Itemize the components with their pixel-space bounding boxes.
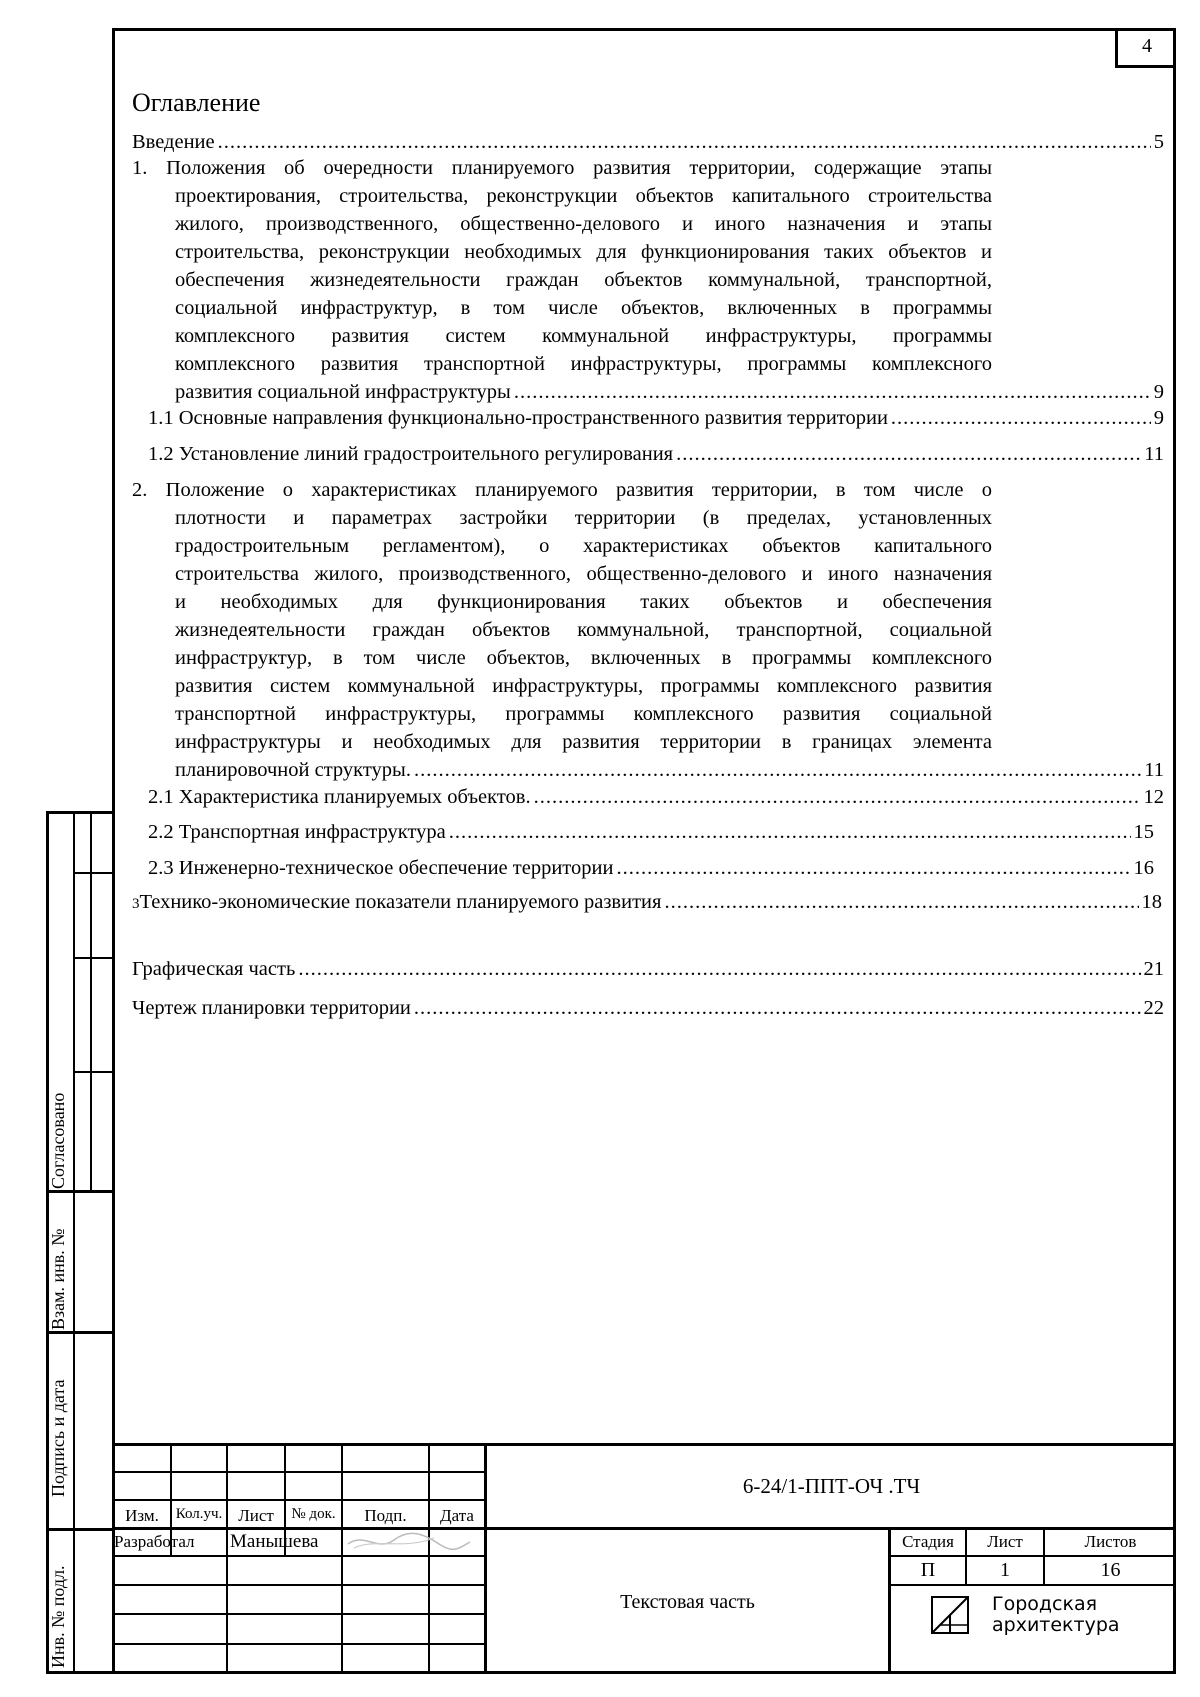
toc-s1-1-label: 1.1 Основные направления функционально-пространственного развития территории <box>148 407 888 429</box>
toc-s1-line: строительства, реконструкции необходимых для функционирования таких объектов и <box>175 241 992 263</box>
org-name-line1: Городская <box>992 1593 1098 1615</box>
org-name-line2: архитектура <box>992 1614 1120 1636</box>
toc-s2-line: инфраструктур, в том числе объектов, включенных в программы комплексного <box>175 647 992 669</box>
toc-drawing-page: 22 <box>1143 997 1164 1019</box>
grid-line <box>341 1443 343 1674</box>
toc-s2-page: 11 <box>1144 759 1164 781</box>
sheets-label: Листов <box>1084 1532 1137 1551</box>
toc-s2-1-page: 12 <box>1143 786 1164 808</box>
toc-s1-line: социальной инфраструктур, в том числе объектов, включенных в программы <box>175 297 992 319</box>
side-agreed-label: Согласовано <box>48 1092 68 1189</box>
side-divider <box>73 872 113 874</box>
header-podp: Подп. <box>364 1506 407 1525</box>
grid-line <box>112 1471 484 1473</box>
toc-s1-2-page: 11 <box>1144 443 1164 465</box>
toc-s3-num: 3 <box>132 896 140 912</box>
toc-section-2-end[interactable] <box>132 756 1164 784</box>
doc-code: 6-24/1-ППТ-ОЧ .ТЧ <box>742 1474 921 1498</box>
toc-s2-line: плотности и параметрах застройки территории (в пределах, установленных <box>175 507 992 529</box>
toc-title: Оглавление <box>132 88 261 117</box>
signature-mark <box>344 1530 474 1554</box>
toc-section-2-1[interactable] <box>132 783 1164 811</box>
toc-s1-2-label: 1.2 Установление линий градостроительного регулирования <box>148 443 674 465</box>
toc-s1-line: 1. Положения об очередности планируемого развития территории, содержащие этапы <box>132 157 992 179</box>
side-divider <box>46 1190 113 1193</box>
toc-s1-page: 9 <box>1153 381 1164 403</box>
toc-s2-line: 2. Положение о характеристиках планируемого развития территории, в том числе о <box>132 479 992 501</box>
toc-s1-line: комплексного развития транспортной инфраструктуры, программы комплексного <box>175 353 992 375</box>
toc-intro-page: 5 <box>1153 131 1164 153</box>
side-divider <box>90 811 92 1191</box>
grid-line <box>112 1613 484 1615</box>
toc-section-3[interactable] <box>132 888 1162 918</box>
toc-section-2[interactable] <box>132 476 992 756</box>
toc-s1-line: обеспечения жизнедеятельности граждан объектов коммунальной, транспортной, <box>175 269 992 291</box>
header-ndok: № док. <box>291 1506 336 1522</box>
side-inv-orig-label: Инв. № подл. <box>48 1565 68 1668</box>
grid-line <box>112 1555 484 1557</box>
stage-label: Стадия <box>902 1532 954 1551</box>
toc-s2-line: строительства жилого, производственного, общественно-делового и иного назначения <box>175 563 992 585</box>
side-sign-date-label: Подпись и дата <box>48 1379 68 1497</box>
toc-s1-line: проектирования, строительства, реконструкции объектов капитального строительства <box>175 185 992 207</box>
toc-graphic[interactable] <box>132 955 1164 983</box>
grid-line <box>888 1584 1176 1586</box>
sheet-label: Лист <box>987 1532 1023 1551</box>
side-divider <box>73 811 75 1674</box>
page-number: 4 <box>1115 28 1176 68</box>
toc-s2-3-page: 16 <box>1133 857 1154 879</box>
toc-s2-2-label: 2.2 Транспортная инфраструктура <box>148 821 446 843</box>
toc-s2-last: планировочной структуры. <box>175 759 411 781</box>
toc-drawing-label: Чертеж планировки территории <box>132 997 411 1019</box>
stage-value: П <box>920 1559 936 1581</box>
developed-label: Разработал <box>114 1532 195 1551</box>
toc-intro-label: Введение <box>132 131 215 153</box>
side-divider <box>46 1331 113 1334</box>
toc-intro[interactable] <box>132 128 1164 156</box>
toc-section-1-end[interactable] <box>132 378 1164 406</box>
header-data: Дата <box>440 1506 474 1525</box>
toc-s2-1-label: 2.1 Характеристика планируемых объектов. <box>148 786 531 808</box>
grid-line <box>112 1584 484 1586</box>
toc-s3-page: 18 <box>1141 891 1162 913</box>
toc-section-1[interactable] <box>132 154 992 378</box>
sheets-value: 16 <box>1100 1559 1121 1581</box>
toc-s2-line: инфраструктуры и необходимых для развития территории в границах элемента <box>175 731 992 753</box>
side-divider <box>46 1528 113 1531</box>
toc-s1-1-page: 9 <box>1153 407 1164 429</box>
grid-line <box>428 1443 430 1674</box>
organization-logo-icon <box>930 1595 970 1635</box>
side-divider <box>73 957 113 959</box>
side-replace-inv-label: Взам. инв. № <box>48 1228 68 1330</box>
header-izm: Изм. <box>125 1506 159 1525</box>
side-divider <box>73 1071 113 1073</box>
toc-s3-label: Технико-экономические показатели планируемого развития <box>139 891 662 913</box>
toc-s1-line: жилого, производственного, общественно-делового и иного назначения и этапы <box>175 213 992 235</box>
toc-section-2-3[interactable] <box>132 854 1154 882</box>
header-koluch: Кол.уч. <box>175 1506 223 1522</box>
toc-s2-3-label: 2.3 Инженерно-техническое обеспечение территории <box>148 857 614 879</box>
toc-graphic-label: Графическая часть <box>132 958 296 980</box>
toc-s1-last: развития социальной инфраструктуры <box>175 381 511 403</box>
toc-section-2-2[interactable] <box>132 818 1154 846</box>
toc-s2-line: развития систем коммунальной инфраструктуры, программы комплексного развития <box>175 675 992 697</box>
grid-line <box>226 1443 228 1674</box>
toc-s2-line: градостроительным регламентом), о характеристиках объектов капитального <box>175 535 992 557</box>
grid-line <box>112 1499 484 1501</box>
toc-drawing[interactable] <box>132 994 1164 1022</box>
grid-line <box>112 1643 484 1645</box>
toc-section-1-2[interactable] <box>132 440 1164 468</box>
toc-s2-2-page: 15 <box>1133 821 1154 843</box>
toc-s1-line: комплексного развития систем коммунальной инфраструктуры, программы <box>175 325 992 347</box>
sheet-value: 1 <box>1000 1559 1010 1581</box>
toc-section-1-1[interactable] <box>132 404 1164 432</box>
developer-name: Манышева <box>230 1531 319 1552</box>
toc-s2-line: жизнедеятельности граждан объектов коммунальной, транспортной, социальной <box>175 619 992 641</box>
doc-name: Текстовая часть <box>620 1590 755 1613</box>
toc-s2-line: и необходимых для функционирования таких объектов и обеспечения <box>175 591 992 613</box>
toc-graphic-page: 21 <box>1143 958 1164 980</box>
header-list: Лист <box>238 1506 274 1525</box>
toc-s2-line: транспортной инфраструктуры, программы комплексного развития социальной <box>175 703 992 725</box>
